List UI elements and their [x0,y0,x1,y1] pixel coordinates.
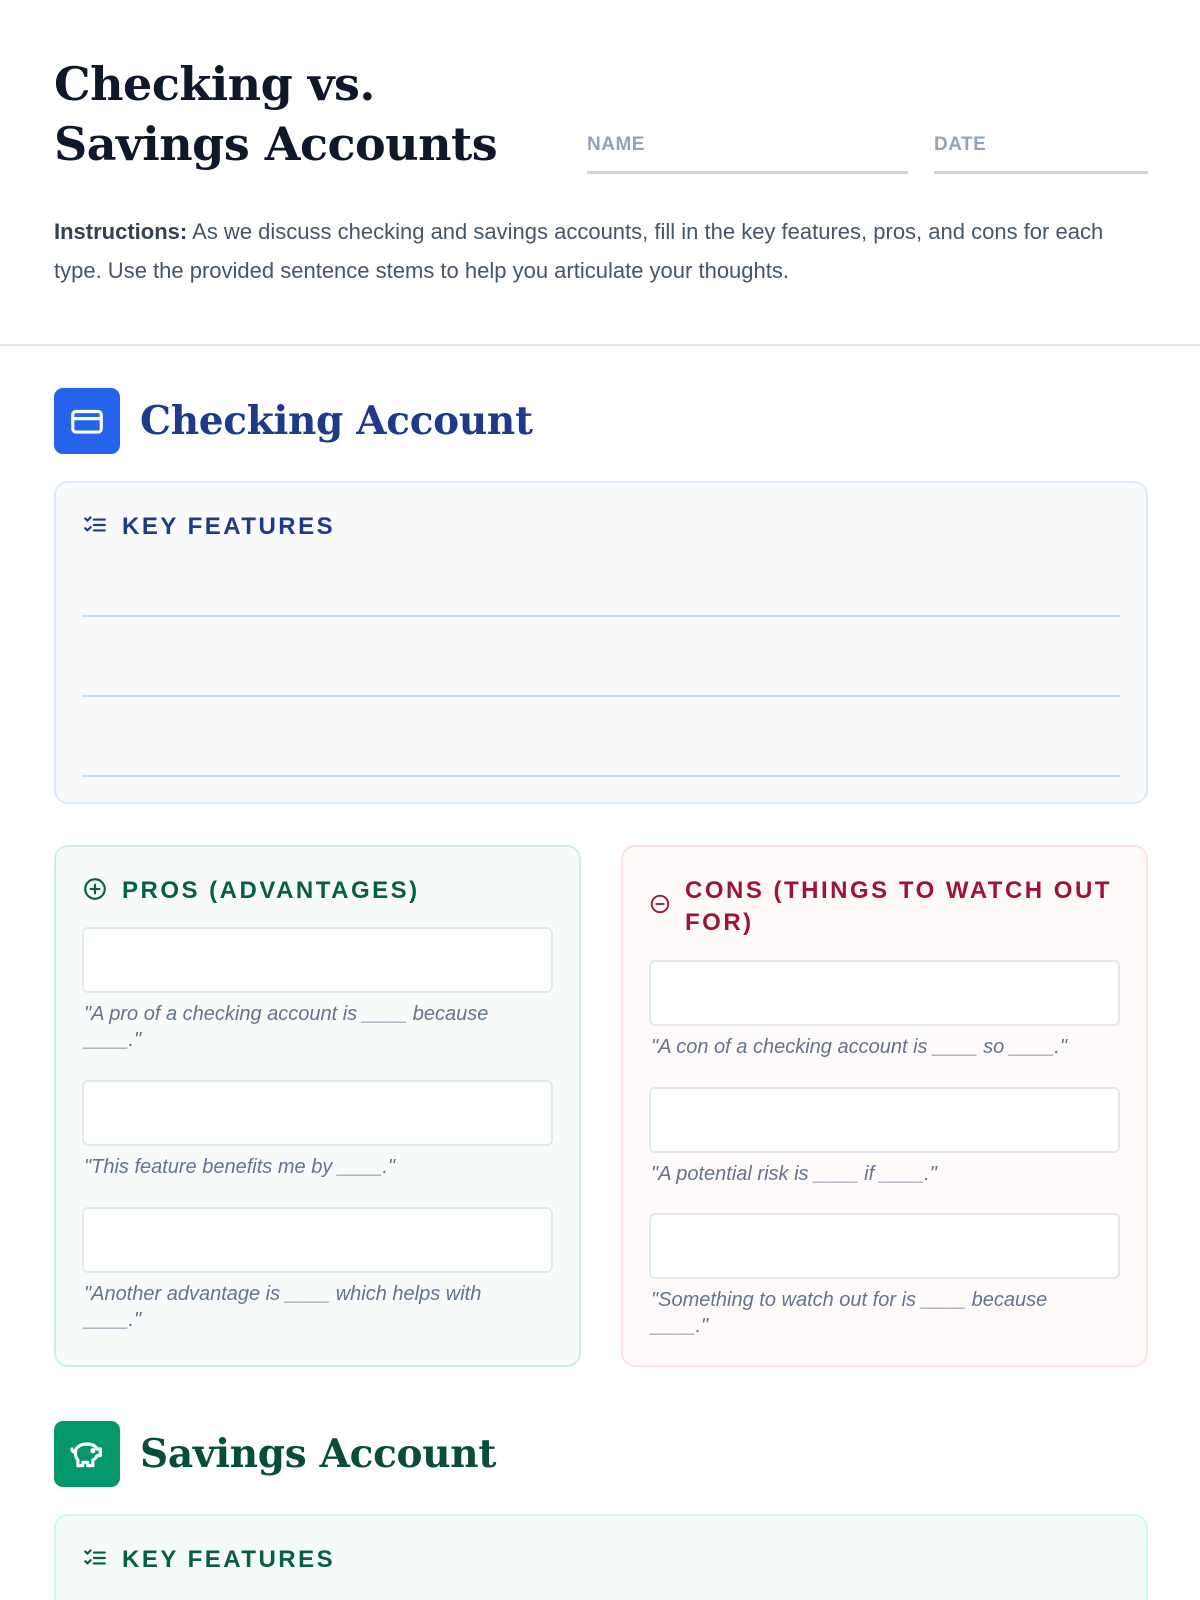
date-field[interactable] [934,134,1148,174]
con-answer-box[interactable] [649,1213,1120,1279]
con-sentence-stem: "Something to watch out for is ____ because ____." [651,1289,1048,1337]
writing-line[interactable] [82,695,1120,697]
date-label: DATE [934,134,987,155]
savings-section-header [54,1421,754,1487]
checking-section-header [54,388,754,454]
name-field[interactable] [587,134,908,174]
name-label: NAME [587,134,645,155]
con-answer-box[interactable] [649,1087,1120,1153]
piggy-bank-icon [54,1421,120,1487]
checking-key-features-label: KEY FEATURES [122,513,336,540]
checking-cons-box [621,845,1148,1367]
header-divider [0,344,1200,346]
pro-answer-box[interactable] [82,1207,553,1273]
savings-key-features-heading [82,1544,335,1576]
con-sentence-stem: "A con of a checking account is ____ so ____." [651,1036,1067,1058]
checking-key-features-heading [82,511,335,543]
con-sentence-stem: "A potential risk is ____ if ____." [651,1163,937,1185]
savings-key-features-box [54,1514,1148,1600]
instructions [54,212,1154,290]
instructions-text: As we discuss checking and savings accounts, fill in the key features, pros, and cons for each type. Use the provided sentence stems to help you articulate your thoughts. [54,219,1104,283]
checklist-icon [82,1545,108,1571]
plus-circle-icon [82,876,108,902]
checking-pros-label: PROS (ADVANTAGES) [122,877,420,904]
writing-line[interactable] [82,775,1120,777]
checklist-icon [82,512,108,538]
savings-section-title: Savings Account [140,1431,497,1477]
writing-line[interactable] [82,615,1120,617]
checking-pros-box [54,845,581,1367]
credit-card-icon [54,388,120,454]
pro-sentence-stem: "This feature benefits me by ____." [84,1156,396,1178]
pro-answer-box[interactable] [82,1080,553,1146]
checking-section-title: Checking Account [140,398,533,444]
instructions-lead: Instructions: [54,219,188,244]
con-answer-box[interactable] [649,960,1120,1026]
pro-answer-box[interactable] [82,927,553,993]
worksheet-header [54,54,1148,174]
checking-pros-heading [82,875,420,907]
minus-circle-icon [649,893,671,915]
checking-key-features-box [54,481,1148,804]
page-title: Checking vs. Savings Accounts [54,57,498,171]
pro-sentence-stem: "Another advantage is ____ which helps with ____." [84,1283,482,1331]
checking-cons-label: CONS (THINGS TO WATCH OUT FOR) [685,877,1112,936]
savings-key-features-label: KEY FEATURES [122,1546,336,1573]
checking-cons-heading [649,875,1116,939]
pro-sentence-stem: "A pro of a checking account is ____ because ____." [84,1003,489,1051]
